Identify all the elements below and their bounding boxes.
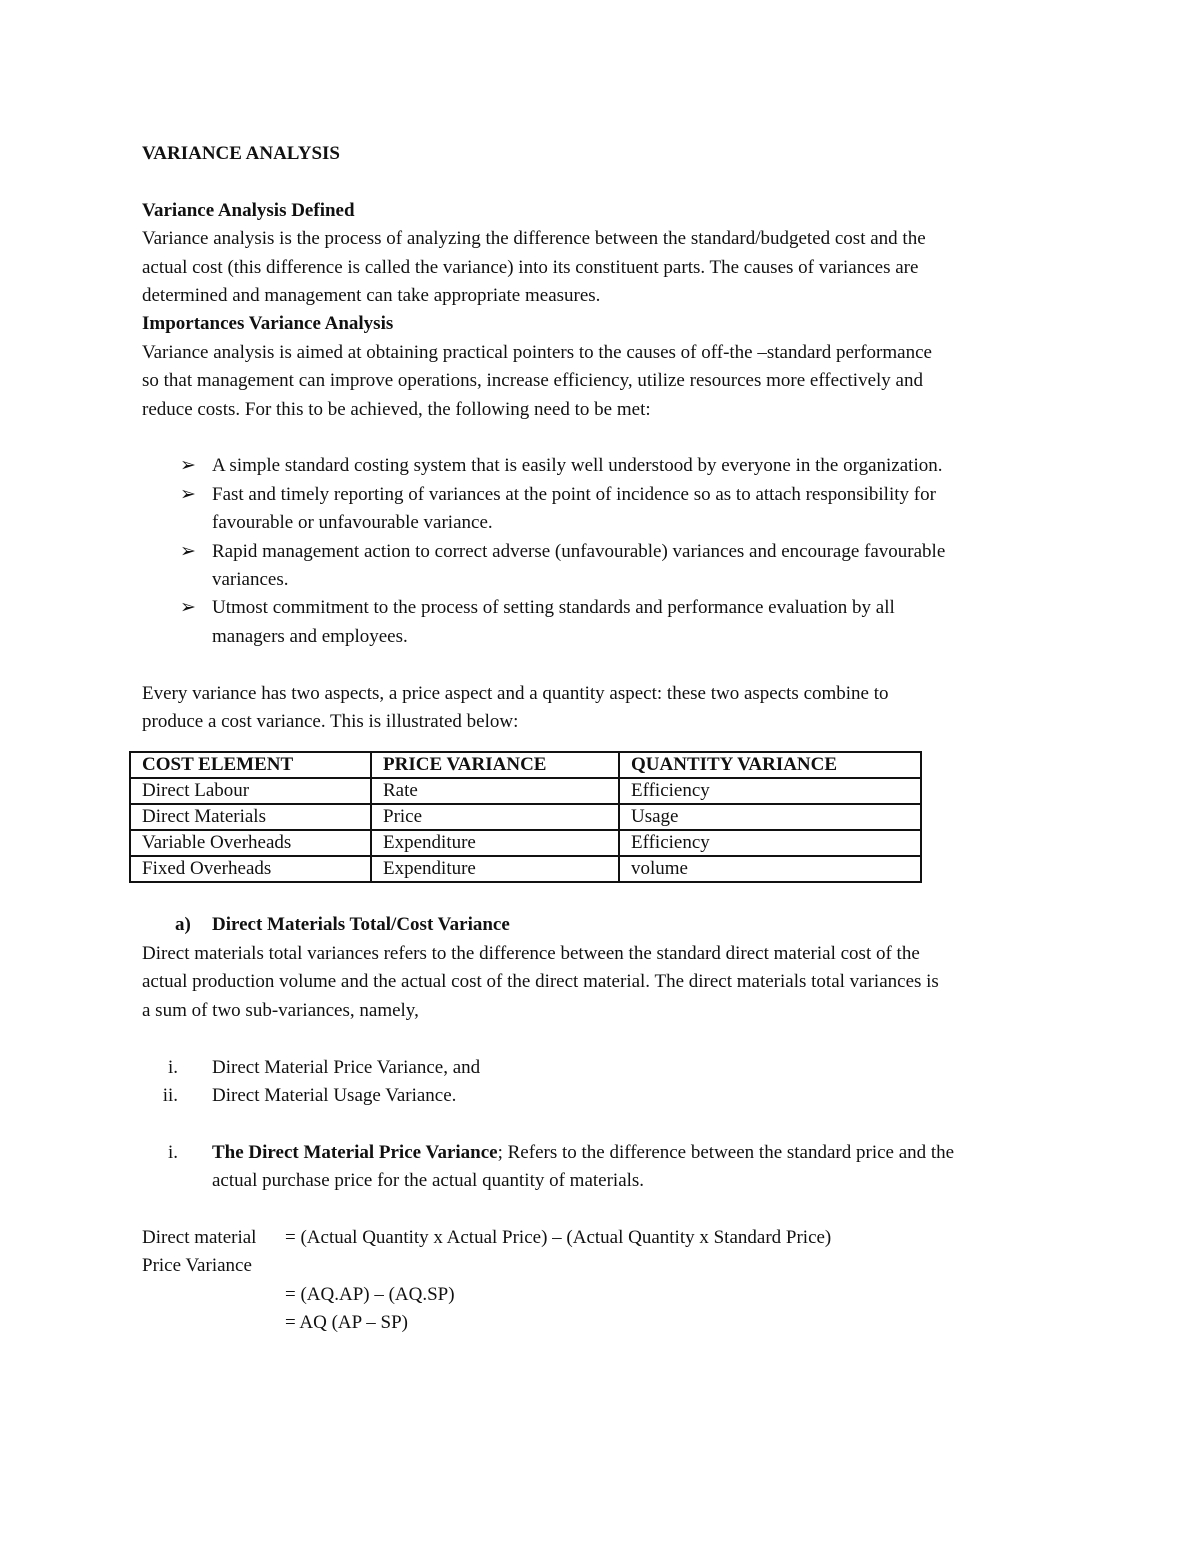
table-header-cell: COST ELEMENT: [130, 752, 371, 778]
cost-variance-table: [129, 751, 922, 883]
formula-label: Price Variance: [142, 1255, 252, 1277]
defined-line: Variance analysis is the process of analyzing the difference between the standard/budgeted cost and the: [142, 228, 926, 250]
sub-variance-list: [142, 1054, 1062, 1111]
formula-row: [142, 1224, 1062, 1252]
list-item: [142, 1139, 1062, 1196]
spacer: [142, 424, 1062, 452]
section-a-title: Direct Materials Total/Cost Variance: [212, 914, 510, 936]
aspects-line: Every variance has two aspects, a price aspect and a quantity aspect: these two aspects combine to: [142, 682, 889, 704]
table-row: [130, 778, 921, 804]
arrow-bullet-icon: ➢: [180, 540, 196, 562]
section-a-label: a): [175, 914, 191, 936]
importance-line: reduce costs. For this to be achieved, the following need to be met:: [142, 398, 651, 420]
list-item-text: A simple standard costing system that is easily well understood by everyone in the organization.: [212, 455, 943, 477]
list-number: ii.: [162, 1084, 178, 1106]
section-a-line: a sum of two sub-variances, namely,: [142, 999, 419, 1021]
list-item: [142, 1054, 1062, 1082]
importance-line: so that management can improve operations, increase efficiency, utilize resources more effectively and: [142, 370, 923, 392]
table-cell: Expenditure: [371, 830, 619, 856]
table-row: [130, 804, 921, 830]
aspects-line: produce a cost variance. This is illustrated below:: [142, 711, 519, 733]
formula-expression: = (Actual Quantity x Actual Price) – (Actual Quantity x Standard Price): [285, 1226, 832, 1248]
list-item-text: Rapid management action to correct adverse (unfavourable) variances and encourage favourable: [212, 540, 946, 562]
formula-expression: = (AQ.AP) – (AQ.SP): [285, 1283, 455, 1305]
page-title: VARIANCE ANALYSIS: [142, 143, 340, 164]
list-item-text: Fast and timely reporting of variances at the point of incidence so as to attach responsibility for: [212, 483, 936, 505]
importance-heading: Importances Variance Analysis: [142, 313, 394, 335]
section-a-line: actual production volume and the actual cost of the direct material. The direct materials total variances is: [142, 971, 939, 993]
defined-heading: Variance Analysis Defined: [142, 199, 355, 221]
requirements-list: [142, 452, 1062, 651]
arrow-bullet-icon: ➢: [180, 483, 196, 505]
table-cell: Direct Labour: [130, 778, 371, 804]
table-cell: Variable Overheads: [130, 830, 371, 856]
spacer: [142, 1196, 1062, 1224]
formula-row: [142, 1281, 1062, 1309]
spacer: [142, 1110, 1062, 1138]
arrow-bullet-icon: ➢: [180, 597, 196, 619]
spacer: [142, 651, 1062, 679]
table-row: [130, 830, 921, 856]
list-item-text: managers and employees.: [212, 625, 408, 647]
formula-expression: = AQ (AP – SP): [285, 1312, 408, 1334]
list-item: [142, 1082, 1062, 1110]
price-variance-definition: [142, 1139, 1062, 1196]
list-item: [142, 594, 1062, 651]
table-cell: Fixed Overheads: [130, 856, 371, 882]
table-cell: volume: [619, 856, 921, 882]
table-cell: Efficiency: [619, 830, 921, 856]
document-page: [142, 140, 1062, 1337]
formula-row: [142, 1309, 1062, 1337]
formula-row: [142, 1252, 1062, 1280]
defined-line: actual cost (this difference is called the variance) into its constituent parts. The causes of variances are: [142, 256, 919, 278]
table-header-cell: PRICE VARIANCE: [371, 752, 619, 778]
list-item: [142, 452, 1062, 480]
section-a-heading: [142, 911, 1062, 939]
table-cell: Expenditure: [371, 856, 619, 882]
list-item-text: Utmost commitment to the process of setting standards and performance evaluation by all: [212, 597, 895, 619]
list-item: [142, 481, 1062, 538]
importance-line: Variance analysis is aimed at obtaining practical pointers to the causes of off-the –standard performance: [142, 341, 932, 363]
section-a-line: Direct materials total variances refers to the difference between the standard direct material cost of the: [142, 942, 920, 964]
table-cell: Direct Materials: [130, 804, 371, 830]
table-cell: Price: [371, 804, 619, 830]
spacer: [142, 1025, 1062, 1053]
arrow-bullet-icon: ➢: [180, 455, 196, 477]
table-cell: Efficiency: [619, 778, 921, 804]
list-item-text: favourable or unfavourable variance.: [212, 512, 493, 534]
list-item-text: Direct Material Price Variance, and: [212, 1056, 481, 1078]
list-item-text: variances.: [212, 569, 289, 591]
table-row: [130, 856, 921, 882]
list-item-text: Direct Material Usage Variance.: [212, 1084, 457, 1106]
table-header-row: [130, 752, 921, 778]
table-header-cell: QUANTITY VARIANCE: [619, 752, 921, 778]
list-number: i.: [167, 1056, 178, 1078]
list-item: [142, 538, 1062, 595]
price-variance-text: ; Refers to the difference between the standard price and the: [497, 1141, 955, 1163]
formula-label: Direct material: [142, 1226, 257, 1248]
list-number: i.: [167, 1141, 178, 1163]
table-cell: Usage: [619, 804, 921, 830]
defined-line: determined and management can take appropriate measures.: [142, 285, 601, 307]
price-variance-text: actual purchase price for the actual quantity of materials.: [212, 1170, 645, 1192]
table-cell: Rate: [371, 778, 619, 804]
price-variance-term: The Direct Material Price Variance: [212, 1141, 498, 1163]
